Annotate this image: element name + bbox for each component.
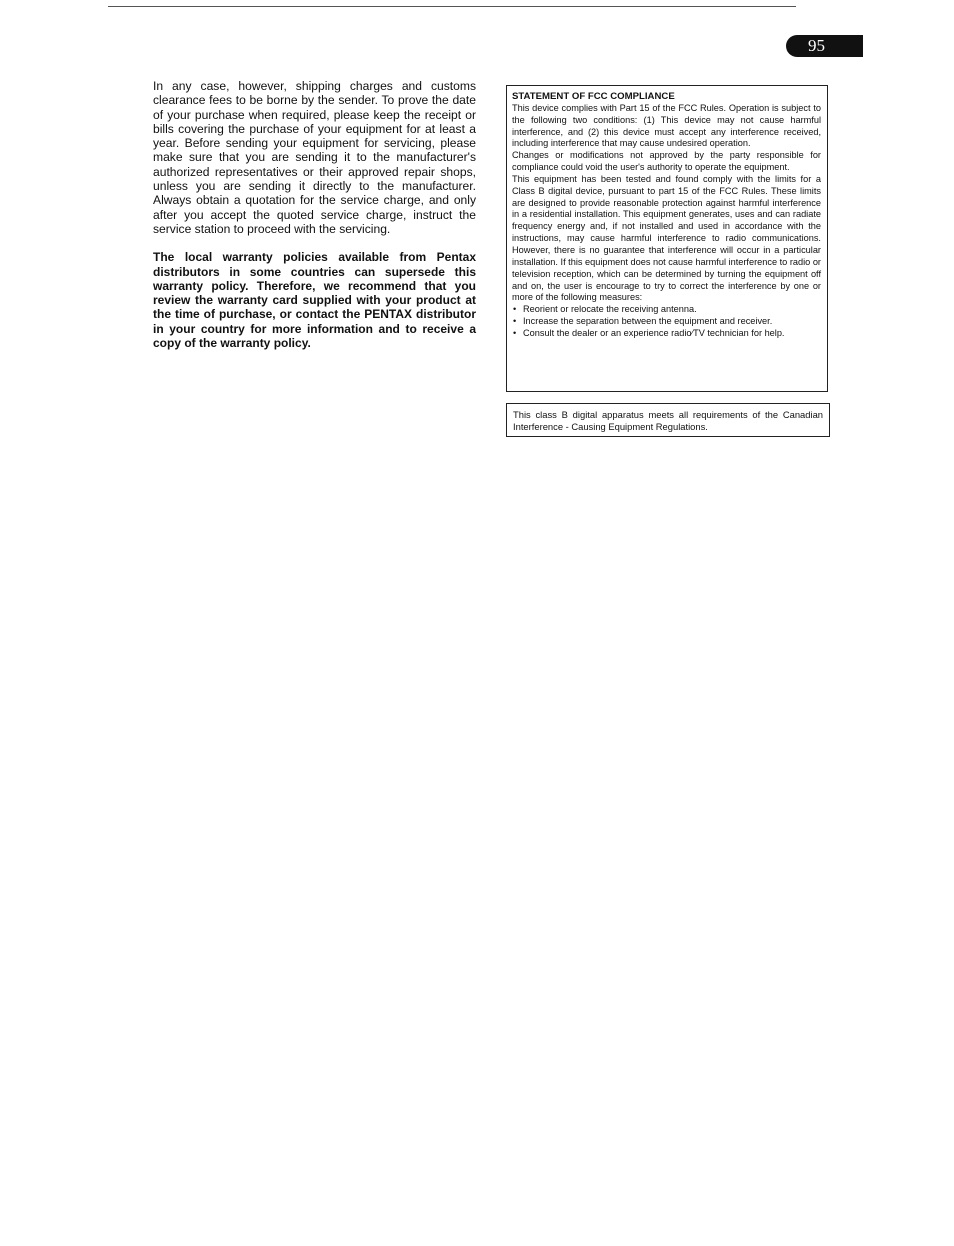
- page-number-tab: [786, 35, 863, 57]
- shipping-paragraph: In any case, however, shipping charges and customs clearance fees to be borne by the sender. To prove the date of your purchase when required, please keep the receipt or bills covering the purchase of your equipment for at least a year. Before sending your equipment for servicing, please make sure that you are sending it to the manufacturer's authorized representatives or their approved repair shops, unless you are sending it directly to the manufacturer. Always obtain a quotation for the service charge, and only after you accept the quoted service charge, instruct the service station to proceed with the servicing.: [153, 79, 476, 236]
- fcc-measures-list: [512, 304, 821, 340]
- page-number: 95: [808, 36, 825, 55]
- left-column: [153, 79, 476, 350]
- fcc-paragraph-2: Changes or modifications not approved by the party responsible for compliance could void the user's authority to operate the equipment.: [512, 150, 821, 173]
- fcc-paragraph-3: This equipment has been tested and found comply with the limits for a Class B digital device, pursuant to part 15 of the FCC Rules. These limits are designed to provide reasonable protection against harmful interference in a residential installation. This equipment generates, uses and can radiate frequency energy and, if not installed and used in accordance with the instructions, may cause harmful interference to radio communications. However, there is no guarantee that interference will occur in a particular installation. If this equipment does not cause harmful interference to radio or television reception, which can be determined by turning the equipment off and on, the user is encourage to try to correct the interference by one or more of the following measures:: [512, 173, 821, 303]
- warranty-policy-paragraph: The local warranty policies available from Pentax distributors in some countries can supersede this warranty policy. Therefore, we recommend that you review the warranty card supplied with your product at the time of purchase, or contact the PENTAX distributor in your country for more information and to receive a copy of the warranty policy.: [153, 250, 476, 351]
- fcc-paragraph-1: This device complies with Part 15 of the FCC Rules. Operation is subject to the following two conditions: (1) This device may not cause harmful interference, and (2) this device must accept any interference received, including interference that may cause undesired operation.: [512, 102, 821, 149]
- fcc-title: STATEMENT OF FCC COMPLIANCE: [512, 91, 675, 102]
- fcc-measure-item: • Increase the separation between the equipment and receiver.: [512, 316, 821, 328]
- top-rule-left: [108, 6, 146, 7]
- fcc-compliance-box: [506, 85, 828, 392]
- canada-statement: This class B digital apparatus meets all requirements of the Canadian Interference - Causing Equipment Regulations.: [513, 409, 823, 433]
- canada-compliance-box: [506, 403, 830, 437]
- fcc-measure-item: • Consult the dealer or an experience radio∕TV technician for help.: [512, 328, 821, 340]
- top-rule: [146, 6, 796, 7]
- fcc-measure-item: • Reorient or relocate the receiving antenna.: [512, 304, 821, 316]
